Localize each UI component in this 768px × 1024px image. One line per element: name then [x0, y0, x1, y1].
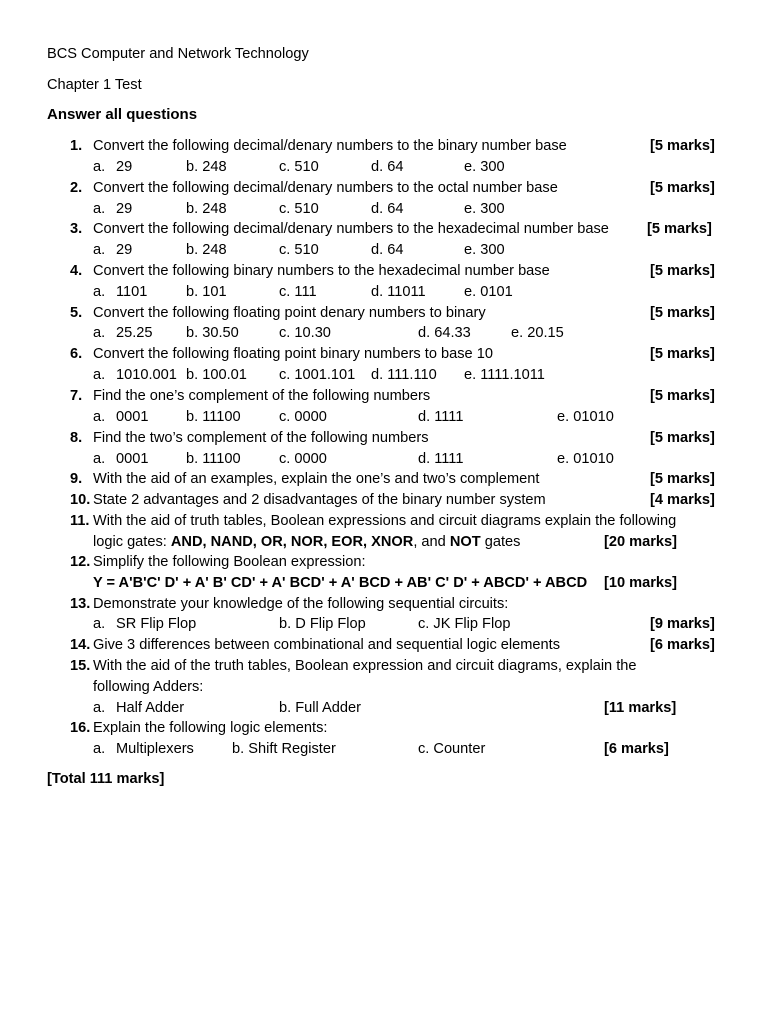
option-value: d. 64: [371, 159, 404, 175]
question-marks: [5 marks]: [650, 471, 715, 487]
question-marks: [5 marks]: [650, 388, 715, 404]
question-marks: [6 marks]: [604, 741, 669, 757]
question-marks: [5 marks]: [650, 305, 715, 321]
option-label: a.: [93, 409, 106, 425]
question-text: Simplify the following Boolean expression:: [93, 554, 366, 570]
option-value: c. JK Flip Flop: [418, 616, 511, 632]
question-text: With the aid of truth tables, Boolean expressions and circuit diagrams explain the following: [93, 513, 677, 529]
question-number: 11.: [70, 513, 90, 529]
option-value: b. 248: [186, 201, 227, 217]
question-number: 1.: [70, 138, 83, 154]
option-value: d. 111.110: [371, 367, 437, 383]
option-value: 29: [116, 242, 133, 258]
option-value: c. 1001.101: [279, 367, 356, 383]
question-marks: [5 marks]: [650, 138, 715, 154]
question-number: 5.: [70, 305, 83, 321]
question-number: 15.: [70, 658, 91, 674]
option-value: b. D Flip Flop: [279, 616, 366, 632]
option-value: c. 0000: [279, 451, 327, 467]
gate-not: NOT: [449, 534, 481, 550]
test-title: Chapter 1 Test: [47, 77, 142, 93]
option-label: a.: [93, 451, 106, 467]
option-value: SR Flip Flop: [116, 616, 197, 632]
option-value: 0001: [116, 451, 149, 467]
question-text: Find the one’s complement of the following numbers: [93, 388, 431, 404]
question-marks: [5 marks]: [647, 221, 712, 237]
instruction-heading: Answer all questions: [47, 106, 198, 123]
option-value: 25.25: [116, 325, 153, 341]
option-value: 1010.001: [116, 367, 177, 383]
question-number: 14.: [70, 637, 91, 653]
question-number: 10.: [70, 492, 91, 508]
question-marks: [5 marks]: [650, 180, 715, 196]
option-value: d. 64: [371, 201, 404, 217]
question-text: Demonstrate your knowledge of the following sequential circuits:: [93, 596, 509, 612]
option-label: a.: [93, 242, 106, 258]
option-value: b. 248: [186, 159, 227, 175]
option-value: e. 01010: [557, 451, 614, 467]
option-value: 29: [116, 201, 133, 217]
option-label: a.: [93, 367, 106, 383]
option-label: a.: [93, 284, 106, 300]
option-value: 0001: [116, 409, 149, 425]
question-number: 6.: [70, 346, 83, 362]
question-number: 16.: [70, 720, 91, 736]
course-title: BCS Computer and Network Technology: [47, 46, 309, 62]
option-value: c. 111: [279, 284, 317, 300]
question-number: 12.: [70, 554, 91, 570]
option-value: c. 510: [279, 201, 319, 217]
option-value: 1101: [116, 284, 148, 300]
text-fragment: gates: [480, 534, 521, 550]
option-value: b. Shift Register: [232, 741, 336, 757]
question-text: Convert the following binary numbers to the hexadecimal number base: [93, 263, 550, 279]
option-value: b. Full Adder: [279, 700, 361, 716]
question-text: Explain the following logic elements:: [93, 720, 328, 736]
question-marks: [10 marks]: [604, 575, 678, 591]
text-fragment: , and: [413, 534, 450, 550]
question-number: 13.: [70, 596, 91, 612]
option-value: b. 101: [186, 284, 227, 300]
question-marks: [4 marks]: [650, 492, 715, 508]
option-value: b. 11100: [186, 451, 241, 467]
gate-list: AND, NAND, OR, NOR, EOR, XNOR: [170, 534, 414, 550]
question-number: 3.: [70, 221, 83, 237]
option-value: c. 510: [279, 159, 319, 175]
option-value: d. 11011: [371, 284, 426, 300]
question-text: Convert the following decimal/denary numbers to the binary number base: [93, 138, 567, 154]
question-text-continued: following Adders:: [93, 679, 204, 695]
option-value: 29: [116, 159, 133, 175]
boolean-expression: Y = A'B'C' D' + A' B' CD' + A' BCD' + A' BCD + AB' C' D' + ABCD' + ABCD: [93, 575, 588, 591]
option-label: a.: [93, 325, 106, 341]
total-marks: [Total 111 marks]: [47, 771, 165, 787]
option-value: e. 300: [464, 242, 505, 258]
option-label: a.: [93, 159, 106, 175]
question-number: 7.: [70, 388, 83, 404]
question-text: With the aid of the truth tables, Boolean expression and circuit diagrams, explain the: [93, 658, 637, 674]
question-text: With the aid of an examples, explain the one’s and two’s complement: [93, 471, 540, 487]
question-marks: [20 marks]: [604, 534, 678, 550]
option-value: e. 1111.1011: [464, 367, 545, 383]
option-label: a.: [93, 201, 106, 217]
question-marks: [9 marks]: [650, 616, 715, 632]
text-fragment: logic gates:: [93, 534, 171, 550]
option-value: b. 248: [186, 242, 227, 258]
question-text: Find the two’s complement of the following numbers: [93, 430, 429, 446]
option-value: b. 11100: [186, 409, 241, 425]
option-value: d. 1111: [418, 451, 464, 467]
question-number: 2.: [70, 180, 83, 196]
question-text: Convert the following decimal/denary numbers to the octal number base: [93, 180, 558, 196]
option-value: e. 300: [464, 201, 505, 217]
question-marks: [5 marks]: [650, 346, 715, 362]
option-value: b. 100.01: [186, 367, 247, 383]
option-value: d. 64: [371, 242, 404, 258]
option-value: e. 01010: [557, 409, 614, 425]
question-number: 4.: [70, 263, 83, 279]
option-label: a.: [93, 700, 106, 716]
question-marks: [5 marks]: [650, 430, 715, 446]
option-value: d. 64.33: [418, 325, 471, 341]
question-marks: [5 marks]: [650, 263, 715, 279]
question-number: 8.: [70, 430, 83, 446]
option-value: b. 30.50: [186, 325, 239, 341]
question-marks: [6 marks]: [650, 637, 715, 653]
option-value: e. 0101: [464, 284, 513, 300]
option-value: d. 1111: [418, 409, 464, 425]
option-value: c. 0000: [279, 409, 327, 425]
question-text: Give 3 differences between combinational and sequential logic elements: [93, 637, 561, 653]
question-text: State 2 advantages and 2 disadvantages of the binary number system: [93, 492, 546, 508]
question-marks: [11 marks]: [604, 700, 677, 716]
option-value: c. 10.30: [279, 325, 331, 341]
question-number: 9.: [70, 471, 83, 487]
question-text: Convert the following floating point binary numbers to base 10: [93, 346, 493, 362]
option-value: c. Counter: [418, 741, 486, 757]
option-label: a.: [93, 741, 106, 757]
option-value: e. 20.15: [511, 325, 564, 341]
option-value: c. 510: [279, 242, 319, 258]
question-text: Convert the following decimal/denary numbers to the hexadecimal number base: [93, 221, 609, 237]
question-text: Convert the following floating point denary numbers to binary: [93, 305, 486, 321]
option-label: a.: [93, 616, 106, 632]
option-value: Multiplexers: [116, 741, 194, 757]
question-text-continued: [93, 534, 520, 550]
option-value: Half Adder: [116, 700, 185, 716]
option-value: e. 300: [464, 159, 505, 175]
